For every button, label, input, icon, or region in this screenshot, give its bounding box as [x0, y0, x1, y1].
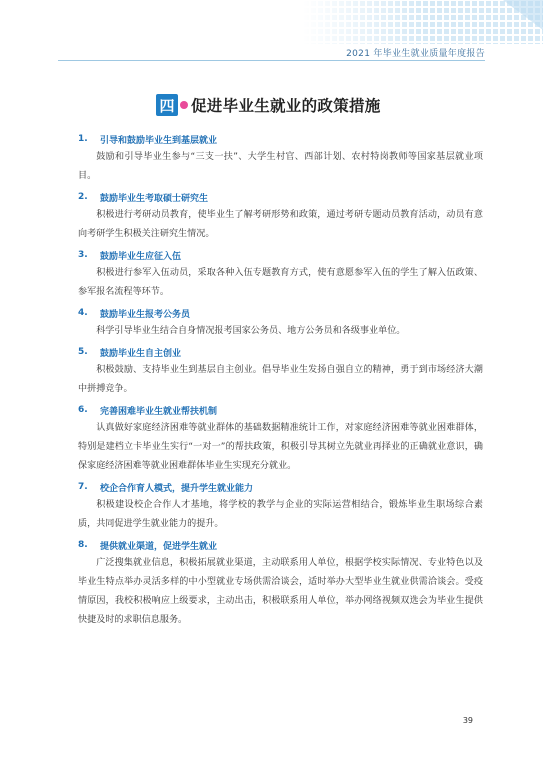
item-heading: [78, 130, 483, 148]
item-heading: [78, 188, 483, 206]
list-item: [78, 536, 483, 630]
item-title: 鼓励毕业生应征入伍: [100, 251, 182, 262]
item-heading: [78, 343, 483, 361]
header-divider: [58, 60, 485, 61]
item-heading: [78, 536, 483, 554]
section-title: 促进毕业生就业的政策措施: [191, 97, 381, 115]
decorative-header-pattern: [303, 0, 543, 44]
item-text: 广泛搜集就业信息，积极拓展就业渠道，主动联系用人单位，根据学校实际情况、专业特色以及毕业生特点举办灵活多样的中小型就业专场供需洽谈会，适时举办大型毕业生就业供需洽谈会。受疫情原因，我校积极响应上级要求，主动出击，积极联系用人单位，举办网络视频双选会为毕业生提供快捷及时的求职信息服务。: [78, 558, 483, 625]
list-item: [78, 130, 483, 186]
item-text: 积极进行参军入伍动员，采取各种入伍专题教育方式，使有意愿参军入伍的学生了解入伍政策、参军报名流程等环节。: [78, 268, 483, 297]
item-number: 4.: [78, 308, 88, 318]
bullet-dot-icon: [180, 101, 188, 109]
item-title: 提供就业渠道，促进学生就业: [100, 541, 218, 552]
item-number: 5.: [78, 347, 88, 357]
list-item: [78, 478, 483, 534]
item-title: 校企合作育人模式，提升学生就业能力: [100, 483, 254, 494]
list-item: [78, 246, 483, 302]
item-text: 积极进行考研动员教育，使毕业生了解考研形势和政策，通过考研专题动员教育活动，动员有意向考研学生积极关注研究生情况。: [78, 210, 483, 239]
item-heading: [78, 304, 483, 322]
item-number: 2.: [78, 192, 88, 202]
item-number: 3.: [78, 250, 88, 260]
item-number: 6.: [78, 405, 88, 415]
item-text: 积极建设校企合作人才基地，将学校的教学与企业的实际运营相结合，锻炼毕业生职场综合素质，共同促进学生就业能力的提升。: [78, 500, 483, 529]
list-item: [78, 188, 483, 244]
report-header-title: 2021 年毕业生就业质量年度报告: [346, 49, 485, 59]
item-number: 1.: [78, 134, 88, 144]
list-item: [78, 401, 483, 476]
item-heading: [78, 478, 483, 496]
item-text: 认真做好家庭经济困难等就业群体的基础数据精准统计工作，对家庭经济困难等就业困难群体，特别是建档立卡毕业生实行“一对一”的帮扶政策，积极引导其树立先就业再择业的正确就业意识，确保家庭经济困难等就业困难群体毕业生实现充分就业。: [78, 423, 483, 471]
item-text: 鼓励和引导毕业生参与“三支一扶”、大学生村官、西部计划、农村特岗教师等国家基层就业项目。: [78, 152, 483, 181]
item-text: 积极鼓励、支持毕业生到基层自主创业。倡导毕业生发扬自强自立的精神，勇于到市场经济大潮中拼搏竞争。: [78, 365, 483, 394]
item-title: 鼓励毕业生考取硕士研究生: [100, 193, 209, 204]
item-title: 引导和鼓励毕业生到基层就业: [100, 135, 218, 146]
item-number: 8.: [78, 540, 88, 550]
section-heading: [156, 92, 381, 118]
item-number: 7.: [78, 482, 88, 492]
list-item: [78, 304, 483, 341]
item-title: 鼓励毕业生自主创业: [100, 348, 182, 359]
item-heading: [78, 401, 483, 419]
item-title: 完善困难毕业生就业帮扶机制: [100, 406, 218, 417]
policy-list: [78, 128, 483, 630]
item-heading: [78, 246, 483, 264]
section-number-badge: 四: [156, 94, 178, 116]
item-title: 鼓励毕业生报考公务员: [100, 309, 191, 320]
item-text: 科学引导毕业生结合自身情况报考国家公务员、地方公务员和各级事业单位。: [96, 326, 406, 336]
page-number: 39: [462, 716, 473, 725]
list-item: [78, 343, 483, 399]
